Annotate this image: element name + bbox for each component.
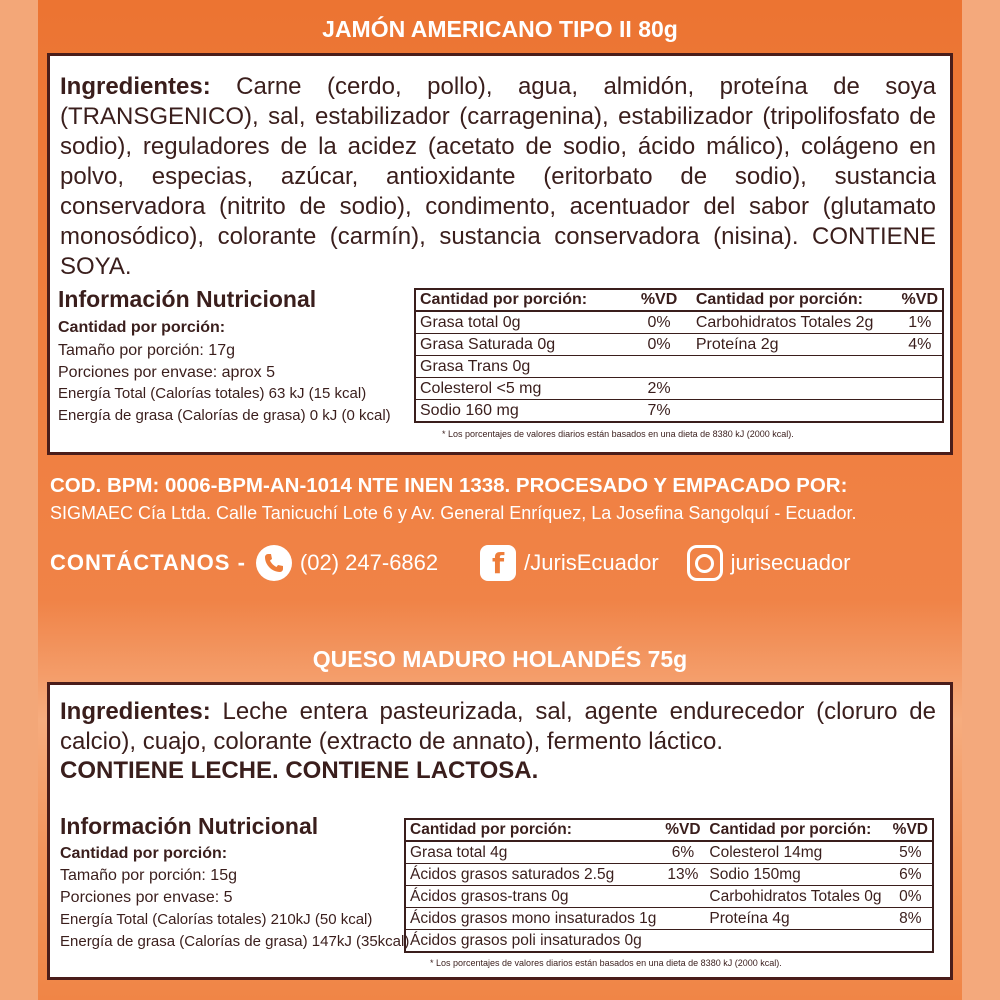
table-cell	[889, 930, 933, 953]
phone-icon	[256, 545, 292, 581]
contact-label: CONTÁCTANOS -	[50, 550, 246, 575]
contact-row	[50, 543, 851, 583]
facebook-handle: /JurisEcuador	[524, 550, 659, 575]
table-row	[405, 930, 933, 953]
manufacturer-line-1: COD. BPM: 0006-BPM-AN-1014 NTE INEN 1338. PROCESADO Y EMPACADO POR:	[50, 474, 848, 497]
table-cell	[898, 378, 943, 400]
table-cell	[705, 930, 888, 953]
table-row	[415, 334, 943, 356]
table-cell: Carbohidratos Totales 0g	[705, 886, 888, 908]
product1-ingredients-label: Ingredientes:	[60, 73, 211, 100]
table-header: %VD	[660, 819, 705, 841]
product1-footnote: * Los porcentajes de valores diarios están basados en una dieta de 8380 kJ (2000 kcal).	[442, 429, 794, 439]
product1-nutrition-line: Tamaño por porción: 17g	[58, 342, 235, 359]
table-cell: 6%	[660, 841, 705, 864]
table-cell: Colesterol 14mg	[705, 841, 888, 864]
product1-nutrition-line: Porciones por envase: aprox 5	[58, 364, 276, 381]
product2-nutrition-line: Tamaño por porción: 15g	[60, 867, 237, 884]
table-cell: Grasa Trans 0g	[415, 356, 626, 378]
product2-nutrition-line: Porciones por envase: 5	[60, 889, 233, 906]
product1-ingredients-text: Carne (cerdo, pollo), agua, almidón, proteína de soya (TRANSGENICO), sal, estabilizador (carragenina), estabilizador (tripolifosfato de sodio), reguladores de la acidez (acetato de sodio, ácido málico), colágeno en polvo, especias, azúcar, antioxidante (eritorbato de sodio), sustancia conservadora (nitrito de sodio), condimento, acentuador del sabor (glutamato monosódico), colorante (carmín), sustancia conservadora (nisina). CONTIENE SOYA.	[60, 73, 936, 280]
table-cell: Ácidos grasos saturados 2.5g	[405, 864, 660, 886]
table-header: Cantidad por porción:	[405, 819, 660, 841]
table-cell	[898, 356, 943, 378]
table-cell	[660, 908, 705, 930]
product2-panel	[47, 682, 953, 980]
table-row	[405, 841, 933, 864]
product2-allergens: CONTIENE LECHE. CONTIENE LACTOSA.	[60, 757, 539, 784]
table-cell	[660, 886, 705, 908]
table-row	[415, 378, 943, 400]
product2-ingredients	[60, 697, 936, 757]
product2-nutrition-line: Energía Total (Calorías totales) 210kJ (50 kcal)	[60, 911, 373, 928]
table-header: Cantidad por porción:	[705, 819, 888, 841]
table-cell: 5%	[889, 841, 933, 864]
table-row	[405, 908, 933, 930]
table-cell: 0%	[626, 334, 692, 356]
table-cell: Carbohidratos Totales 2g	[692, 311, 898, 334]
instagram-handle: jurisecuador	[730, 550, 851, 575]
table-row	[415, 356, 943, 378]
product1-nutrition-line: Energía de grasa (Calorías de grasa) 0 kJ (0 kcal)	[58, 407, 391, 424]
table-cell: Proteína 2g	[692, 334, 898, 356]
manufacturer-line-2: SIGMAEC Cía Ltda. Calle Tanicuchí Lote 6 y Av. General Enríquez, La Josefina Sangolquí - Ecuador.	[50, 503, 857, 523]
table-cell: 2%	[626, 378, 692, 400]
right-edge	[962, 0, 1000, 1000]
table-header: %VD	[898, 289, 943, 311]
facebook-icon: f	[480, 545, 516, 581]
table-cell: Grasa total 4g	[405, 841, 660, 864]
product2-ingredients-label: Ingredientes:	[60, 698, 211, 725]
product1-nutrition-table	[414, 288, 944, 423]
product1-ingredients	[60, 72, 936, 282]
table-cell	[692, 400, 898, 423]
table-cell: Ácidos grasos poli insaturados 0g	[410, 931, 642, 949]
table-row	[415, 400, 943, 423]
product2-nutrition-line: Cantidad por porción:	[60, 845, 228, 862]
product1-nutrition-line: Energía Total (Calorías totales) 63 kJ (15 kcal)	[58, 385, 367, 402]
product2-nutrition-table	[404, 818, 934, 953]
table-cell: 1%	[898, 311, 943, 334]
table-cell: 6%	[889, 864, 933, 886]
phone-number: (02) 247-6862	[299, 550, 439, 575]
table-cell: 7%	[647, 401, 671, 419]
table-cell	[692, 356, 898, 378]
table-cell: Colesterol <5 mg	[415, 378, 626, 400]
product2-title: QUESO MADURO HOLANDÉS 75g	[312, 646, 688, 672]
table-cell	[660, 930, 705, 953]
table-row	[415, 311, 943, 334]
table-header: Cantidad por porción:	[415, 289, 626, 311]
table-header: Cantidad por porción:	[692, 289, 898, 311]
table-cell: Grasa Saturada 0g	[415, 334, 626, 356]
product2-nutrition-title: Información Nutricional	[60, 813, 319, 839]
product1-title: JAMÓN AMERICANO TIPO II 80g	[322, 16, 678, 42]
table-cell: 13%	[660, 864, 705, 886]
table-cell: Sodio 160 mg	[420, 401, 519, 419]
table-cell: 0%	[889, 886, 933, 908]
table-cell: 0%	[626, 311, 692, 334]
table-cell: Proteína 4g	[705, 908, 888, 930]
table-cell: Ácidos grasos-trans 0g	[405, 886, 660, 908]
table-cell: Sodio 150mg	[705, 864, 888, 886]
table-header: %VD	[626, 289, 692, 311]
table-row	[405, 886, 933, 908]
table-cell: 8%	[889, 908, 933, 930]
table-header-row	[405, 819, 933, 841]
table-header: %VD	[889, 819, 933, 841]
left-edge	[0, 0, 38, 1000]
table-cell	[898, 400, 943, 423]
instagram-icon	[687, 545, 723, 581]
table-cell: Grasa total 0g	[415, 311, 626, 334]
table-cell: Ácidos grasos mono insaturados 1g	[405, 908, 660, 930]
product1-nutrition-line: Cantidad por porción:	[58, 319, 226, 336]
product2-nutrition-line: Energía de grasa (Calorías de grasa) 147kJ (35kcal)	[60, 933, 410, 950]
table-cell	[626, 356, 692, 378]
product1-panel	[47, 53, 953, 455]
product2-ingredients-text: Leche entera pasteurizada, sal, agente endurecedor (cloruro de calcio), cuajo, colorante (extracto de annato), fermento láctico.	[60, 698, 936, 755]
table-header-row	[415, 289, 943, 311]
product2-footnote: * Los porcentajes de valores diarios están basados en una dieta de 8380 kJ (2000 kcal).	[430, 958, 782, 968]
table-cell	[692, 378, 898, 400]
table-cell: 4%	[898, 334, 943, 356]
product1-nutrition-title: Información Nutricional	[58, 286, 317, 312]
table-row	[405, 864, 933, 886]
